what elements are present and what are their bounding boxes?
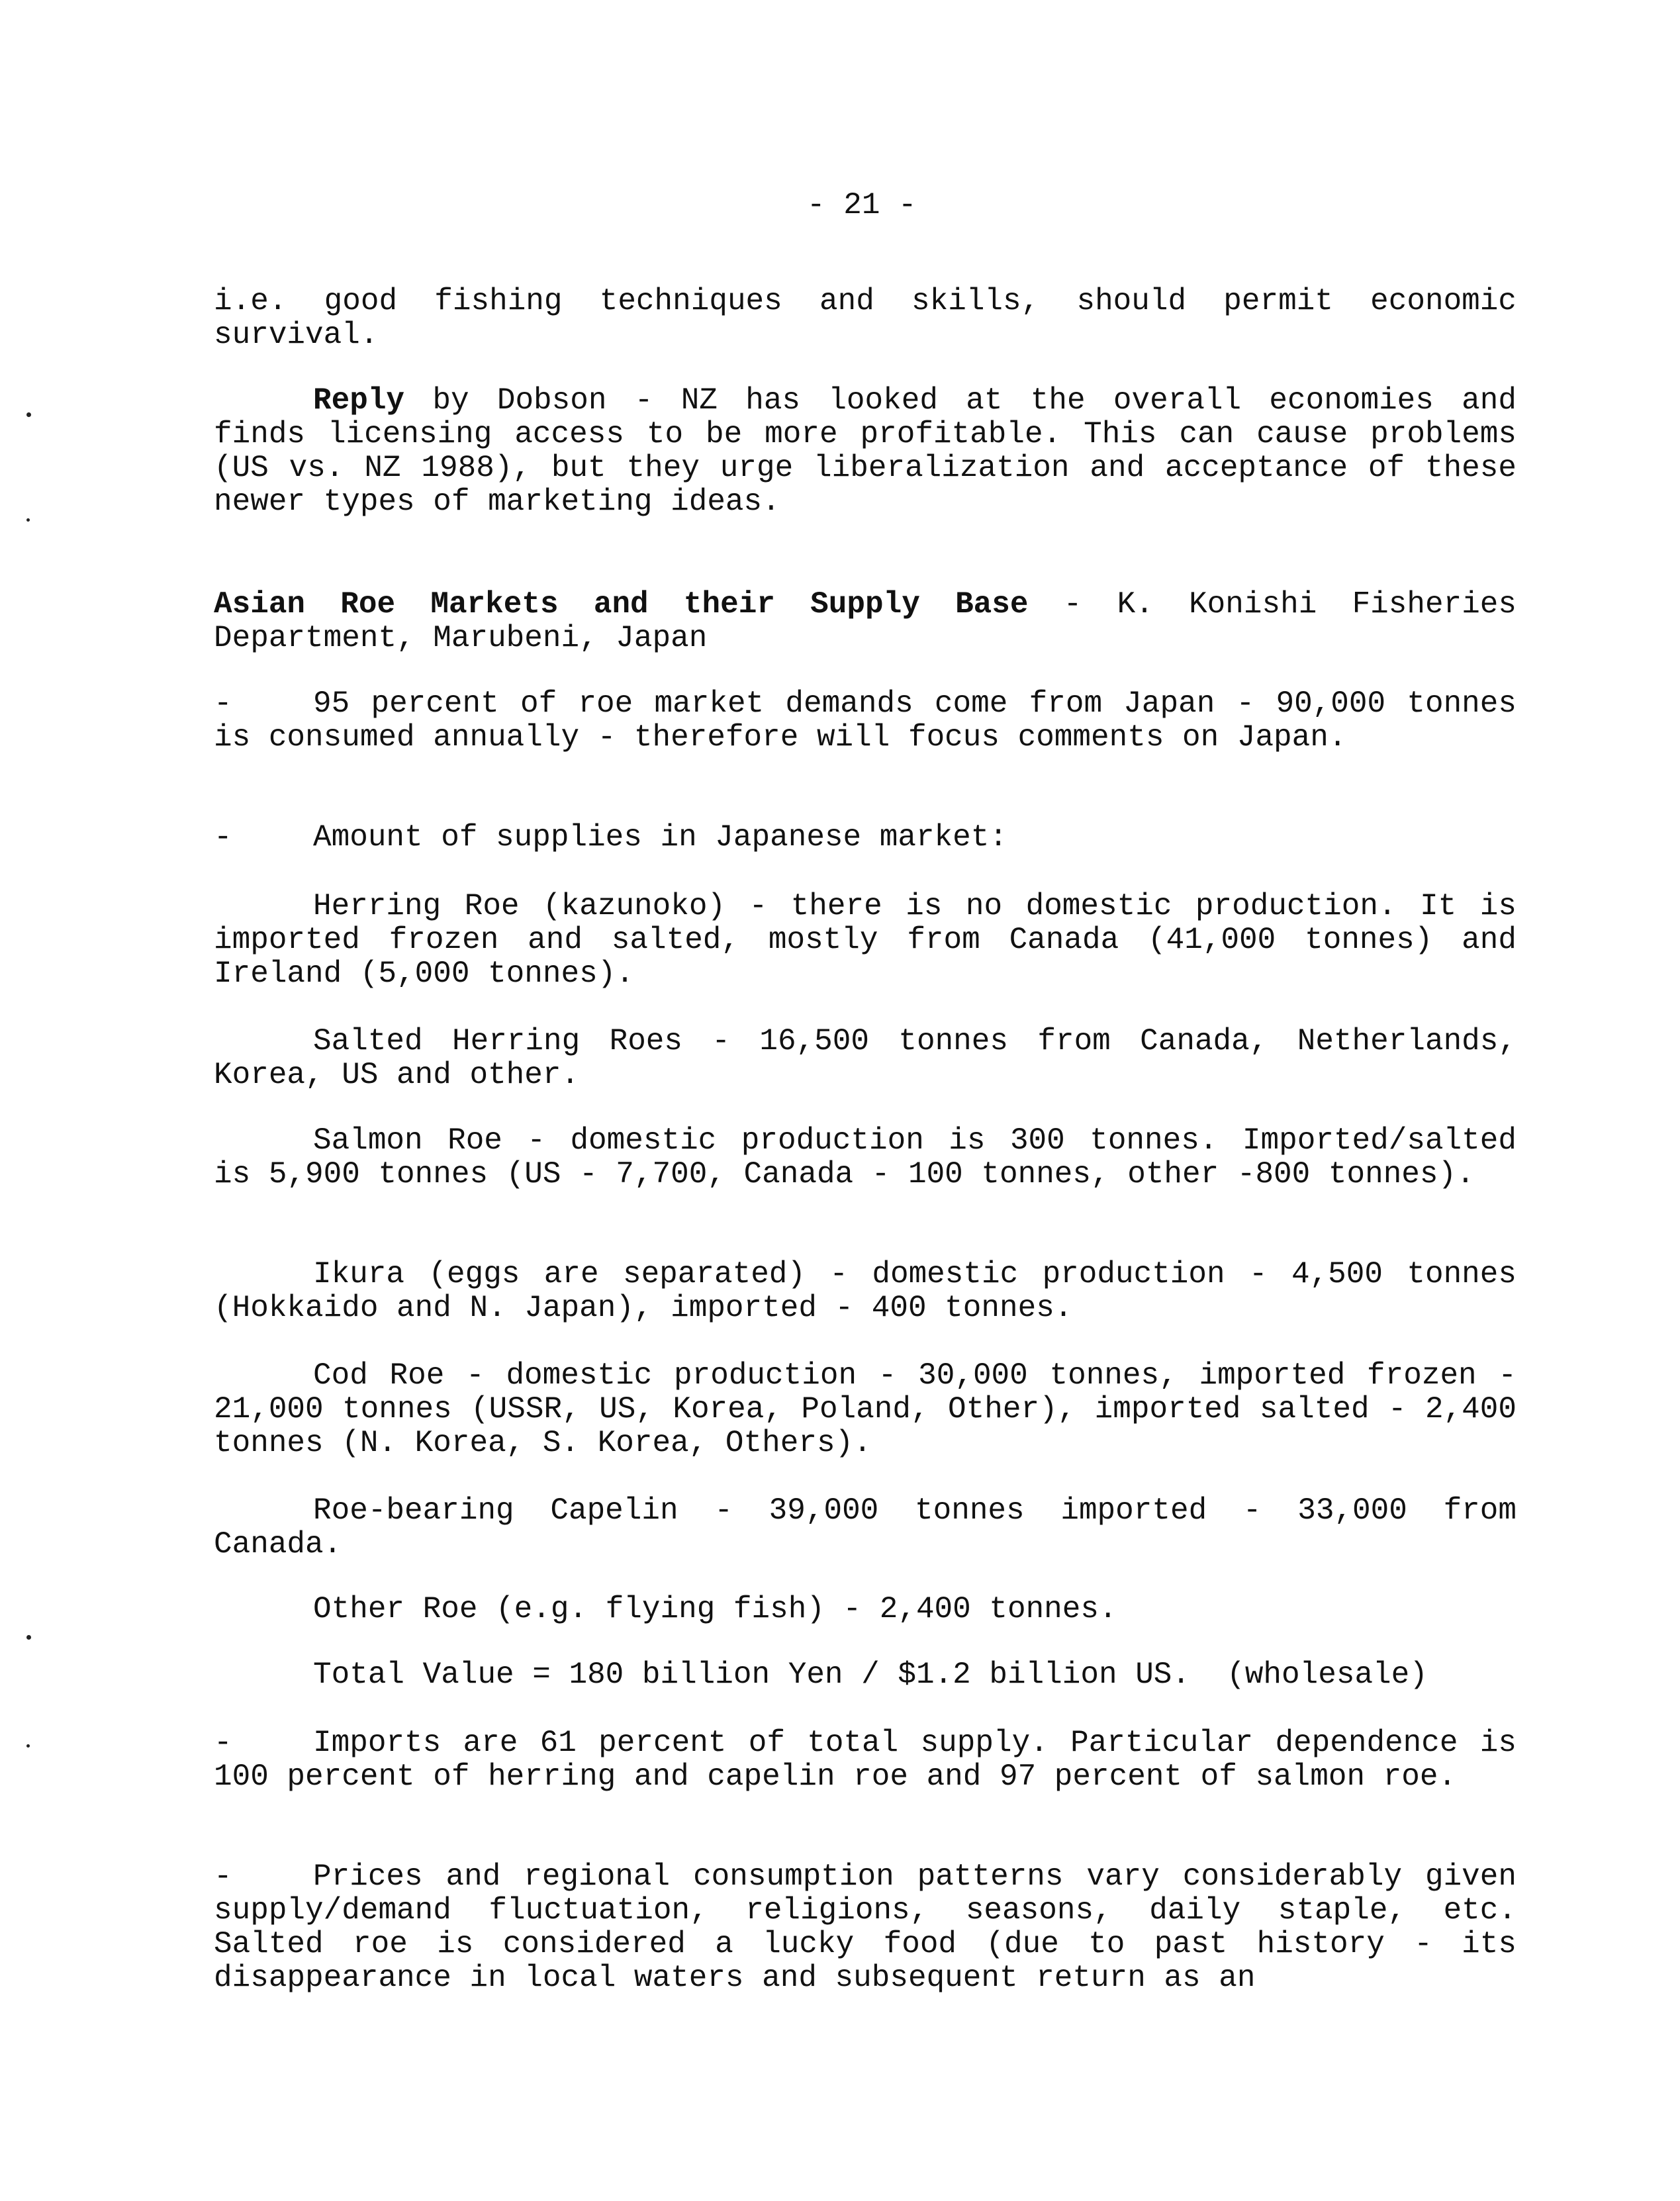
ikura-paragraph: Ikura (eggs are separated) - domestic production - 4,500 tonnes (Hokkaido and N. Japan), imported - 400 tonnes.: [214, 1257, 1517, 1325]
capelin-paragraph: Roe-bearing Capelin - 39,000 tonnes imported - 33,000 from Canada.: [214, 1493, 1517, 1562]
bullet-text: 95 percent of roe market demands come from Japan - 90,000 tonnes is consumed annually - therefore will focus comments on Japan.: [214, 686, 1517, 755]
reply-paragraph: [214, 384, 1517, 519]
scan-speck: [26, 518, 30, 522]
reply-text: by Dobson - NZ has looked at the overall economies and finds licensing access to be more profitable. This can cause problems (US vs. NZ 1988), but they urge liberalization and acceptance of these newer types of marketing ideas.: [214, 383, 1517, 519]
dash-marker: -: [214, 1726, 232, 1760]
other-roe-paragraph: Other Roe (e.g. flying fish) - 2,400 tonnes.: [313, 1592, 1117, 1626]
page-number: - 21 -: [807, 188, 917, 222]
scan-speck: [26, 412, 31, 417]
bullet-text: Amount of supplies in Japanese market:: [313, 820, 1007, 855]
salted-herring-paragraph: Salted Herring Roes - 16,500 tonnes from Canada, Netherlands, Korea, US and other.: [214, 1024, 1517, 1092]
dash-marker: -: [214, 820, 232, 855]
bullet-text: Imports are 61 percent of total supply. Particular dependence is 100 percent of herring and capelin roe and 97 percent of salmon roe.: [214, 1726, 1517, 1794]
dash-marker: -: [214, 1859, 232, 1894]
cod-roe-paragraph: Cod Roe - domestic production - 30,000 tonnes, imported frozen - 21,000 tonnes (USSR, US, Korea, Poland, Other), imported salted - 2,400 tonnes (N. Korea, S. Korea, Others).: [214, 1358, 1517, 1460]
dash-marker: -: [214, 686, 232, 721]
bullet-text: Prices and regional consumption patterns vary considerably given supply/demand fluctuation, religions, seasons, daily staple, etc. Salted roe is considered a lucky food (due to past history - its disappearance in local waters and subsequent return as an: [214, 1859, 1517, 1995]
section-heading: [214, 588, 1517, 655]
paragraph-continuation: i.e. good fishing techniques and skills, should permit economic survival.: [214, 284, 1517, 352]
bullet-item: [214, 1726, 1517, 1794]
total-value-line: Total Value = 180 billion Yen / $1.2 billion US. (wholesale): [313, 1658, 1428, 1692]
bullet-item: [214, 687, 1517, 755]
bullet-item: [214, 821, 1517, 855]
section-title: Asian Roe Markets and their Supply Base: [214, 587, 1029, 622]
reply-label: Reply: [313, 383, 405, 418]
scan-speck: [26, 1635, 31, 1640]
herring-roe-paragraph: Herring Roe (kazunoko) - there is no domestic production. It is imported frozen and salted, mostly from Canada (41,000 tonnes) and Ireland (5,000 tonnes).: [214, 889, 1517, 991]
salmon-roe-paragraph: Salmon Roe - domestic production is 300 tonnes. Imported/salted is 5,900 tonnes (US - 7,700, Canada - 100 tonnes, other -800 tonnes).: [214, 1123, 1517, 1192]
scan-speck: [26, 1744, 30, 1748]
bullet-item: [214, 1860, 1517, 1995]
section-byline: - K. Konishi Fisheries Department, Marubeni, Japan: [214, 587, 1517, 655]
